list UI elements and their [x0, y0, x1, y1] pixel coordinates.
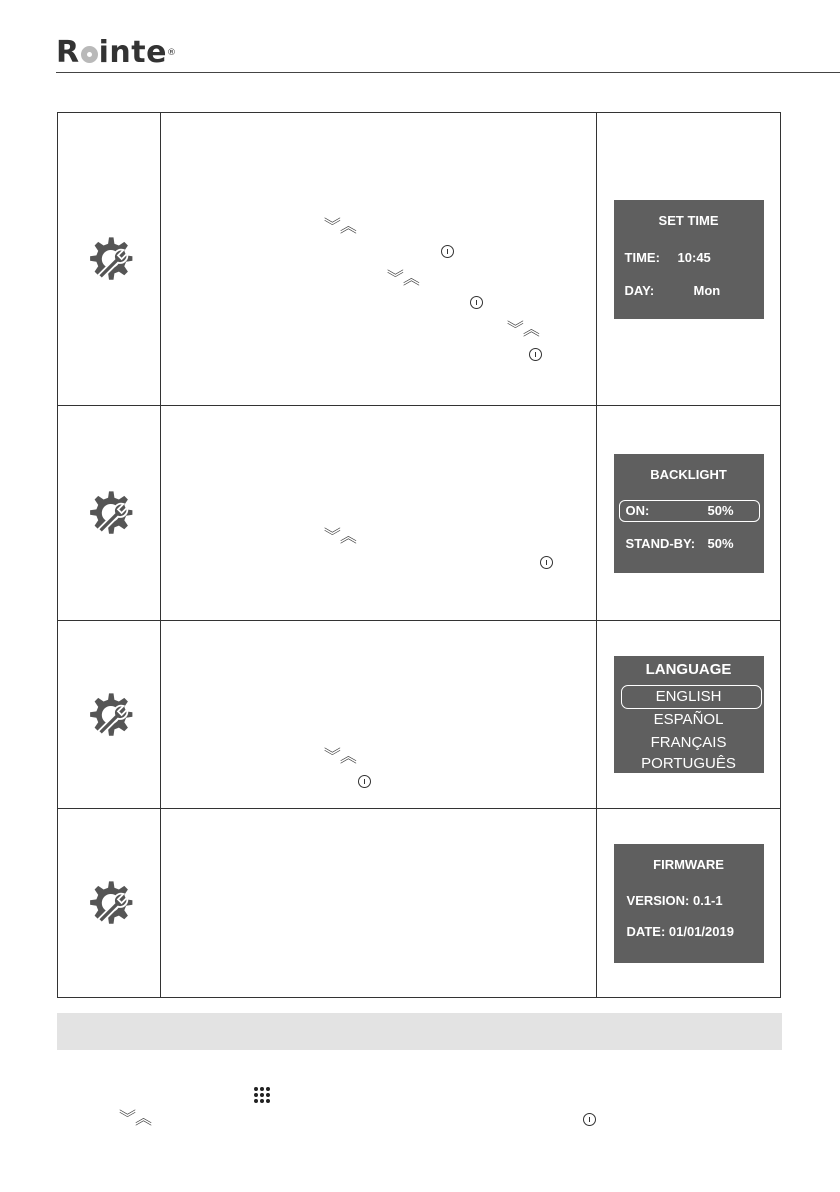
icon-cell: [58, 406, 161, 621]
on-value: 50%: [707, 502, 734, 518]
language-option: FRANÇAIS: [650, 734, 727, 751]
table-row: [58, 406, 781, 621]
language-option: ENGLISH: [655, 688, 722, 705]
header-divider: [56, 72, 840, 73]
settings-gear-wrench-icon: [58, 876, 160, 930]
icon-cell: [58, 113, 161, 406]
down-up-chevrons-icon: ︾︽: [119, 1109, 151, 1129]
firmware-date: DATE: 01/01/2019: [626, 923, 734, 939]
language-option: PORTUGUÊS: [641, 755, 736, 772]
settings-gear-wrench-icon: [58, 486, 160, 540]
screen-title: BACKLIGHT: [650, 466, 727, 482]
language-option: ESPAÑOL: [653, 711, 724, 728]
down-up-chevrons-icon: ︾︽: [386, 269, 419, 289]
down-up-chevrons-icon: ︾︽: [323, 527, 356, 547]
screen-title: FIRMWARE: [653, 856, 724, 872]
time-label: TIME:: [624, 249, 660, 265]
table-row: [58, 809, 781, 998]
down-up-chevrons-icon: ︾︽: [323, 747, 356, 767]
icon-cell: [58, 621, 161, 809]
firmware-screen: [614, 844, 764, 963]
down-up-chevrons-icon: ︾︽: [506, 320, 539, 340]
ok-button-icon: [441, 245, 454, 258]
instruction-cell: [160, 113, 596, 406]
screen-cell: [597, 809, 781, 998]
language-screen: [614, 656, 764, 773]
instruction-cell: [160, 621, 596, 809]
ok-button-icon: [540, 556, 553, 569]
page-header: [0, 0, 840, 80]
firmware-version: VERSION: 0.1-1: [626, 892, 723, 908]
section-heading-band: [57, 1013, 782, 1050]
settings-gear-wrench-icon: [58, 688, 160, 742]
instruction-cell: [160, 809, 596, 998]
screen-cell: [597, 621, 781, 809]
ok-button-icon: [529, 348, 542, 361]
rointe-logo: R inte®: [56, 35, 177, 70]
ok-button-icon: [358, 775, 371, 788]
backlight-screen: [614, 454, 764, 573]
day-label: DAY:: [624, 282, 655, 298]
day-value: Mon: [693, 282, 721, 298]
screen-cell: [597, 406, 781, 621]
table-row: [58, 113, 781, 406]
ok-button-icon: [470, 296, 483, 309]
instruction-cell: [160, 406, 596, 621]
ok-button-icon: [583, 1113, 596, 1126]
screen-cell: [597, 113, 781, 406]
down-up-chevrons-icon: ︾︽: [323, 217, 356, 237]
screen-title: LANGUAGE: [645, 661, 732, 678]
standby-label: STAND-BY:: [625, 535, 696, 551]
screen-title: SET TIME: [658, 212, 719, 228]
settings-gear-wrench-icon: [58, 232, 160, 286]
menu-grid-icon: [254, 1087, 272, 1105]
time-value: 10:45: [677, 249, 711, 265]
table-row: [58, 621, 781, 809]
set-time-screen: [614, 200, 764, 319]
on-label: ON:: [625, 502, 650, 518]
standby-value: 50%: [707, 535, 734, 551]
icon-cell: [58, 809, 161, 998]
settings-table: [57, 112, 781, 998]
